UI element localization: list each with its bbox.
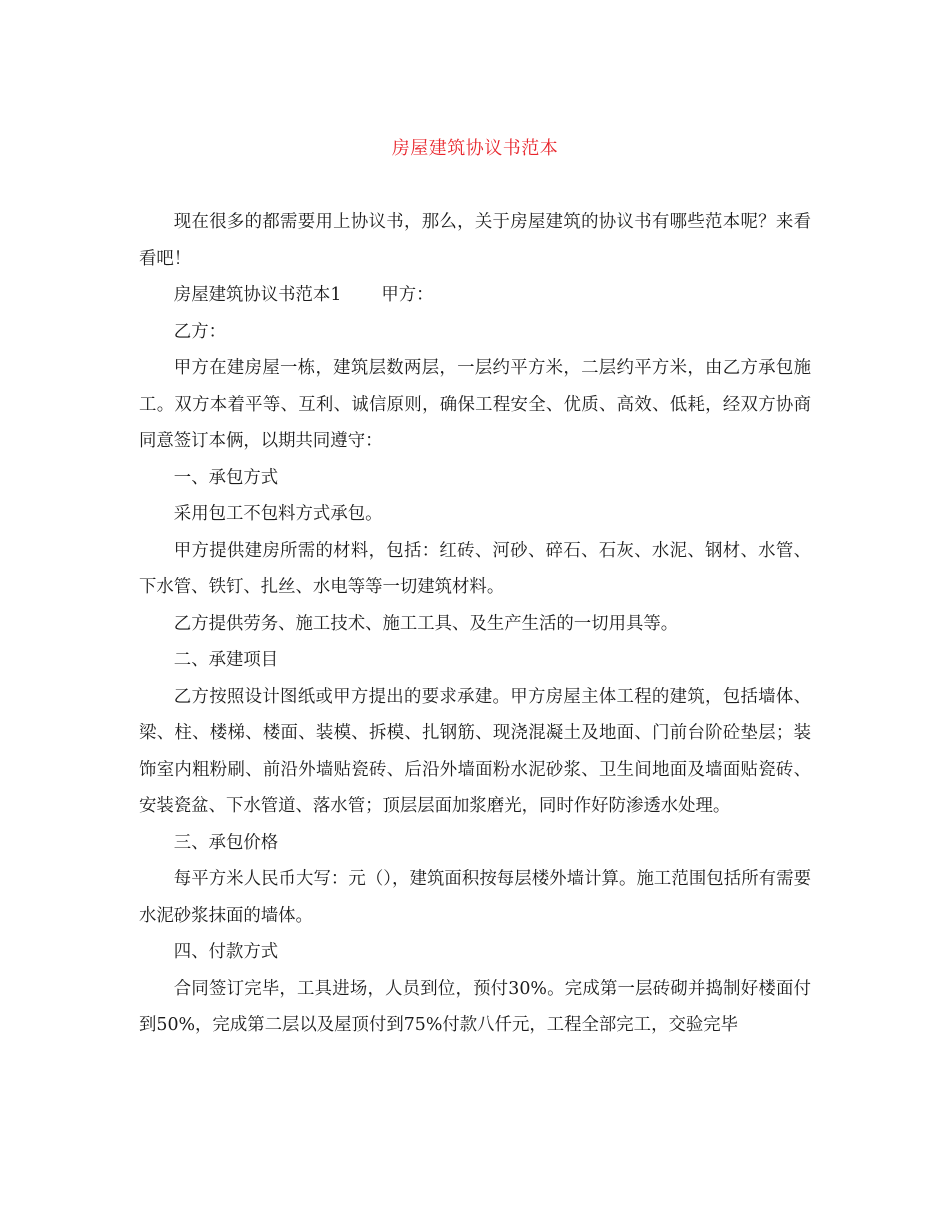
section-heading-3: 三、承包价格 — [173, 832, 279, 853]
document-title: 房屋建筑协议书范本 — [391, 138, 559, 159]
sample-heading-label: 房屋建筑协议书范本1 — [173, 285, 342, 305]
sample-heading-line — [139, 277, 811, 314]
section-1-paragraph-3: 乙方提供劳务、施工技术、施工工具、及生产生活的一切用具等。 — [173, 613, 679, 634]
section-4-paragraph-1: 合同签订完毕，工具进场，人员到位，预付30%。完成第一层砖砌并捣制好楼面付到50%，完成第二层以及屋顶付到75%付款八仟元，工程全部完工，交验完毕 — [139, 978, 811, 1035]
section-1-paragraph-1: 采用包工不包料方式承包。 — [173, 504, 383, 524]
party-a-label: 甲方： — [381, 285, 434, 305]
party-b-label: 乙方： — [173, 321, 226, 342]
intro-paragraph: 现在很多的都需要用上协议书，那么，关于房屋建筑的协议书有哪些范本呢？来看看吧！ — [139, 212, 811, 269]
section-1-paragraph-2: 甲方提供建房所需的材料，包括：红砖、河砂、碎石、石灰、水泥、钢材、水管、下水管、铁钉、扎丝、水电等等一切建筑材料。 — [139, 540, 811, 597]
section-heading-2: 二、承建项目 — [173, 650, 279, 670]
section-3-paragraph-1: 每平方米人民币大写：元（），建筑面积按每层楼外墙计算。施工范围包括所有需要水泥砂浆抹面的墙体。 — [139, 869, 811, 926]
section-heading-4: 四、付款方式 — [173, 942, 279, 962]
section-2-paragraph-1: 乙方按照设计图纸或甲方提出的要求承建。甲方房屋主体工程的建筑，包括墙体、梁、柱、楼梯、楼面、装模、拆模、扎钢筋、现浇混凝土及地面、门前台阶砼垫层；装饰室内粗粉刷、前沿外墙贴瓷砖、后沿外墙面粉水泥砂浆、卫生间地面及墙面贴瓷砖、安装瓷盆、下水管道、落水管；顶层层面加浆磨光，同时作好防渗透水处理。 — [139, 686, 811, 816]
section-heading-1: 一、承包方式 — [173, 467, 279, 488]
preamble-paragraph: 甲方在建房屋一栋，建筑层数两层，一层约平方米，二层约平方米，由乙方承包施工。双方本着平等、互利、诚信原则，确保工程安全、优质、高效、低耗，经双方协商同意签订本俩，以期共同遵守： — [139, 358, 811, 451]
document-body — [139, 204, 811, 1044]
